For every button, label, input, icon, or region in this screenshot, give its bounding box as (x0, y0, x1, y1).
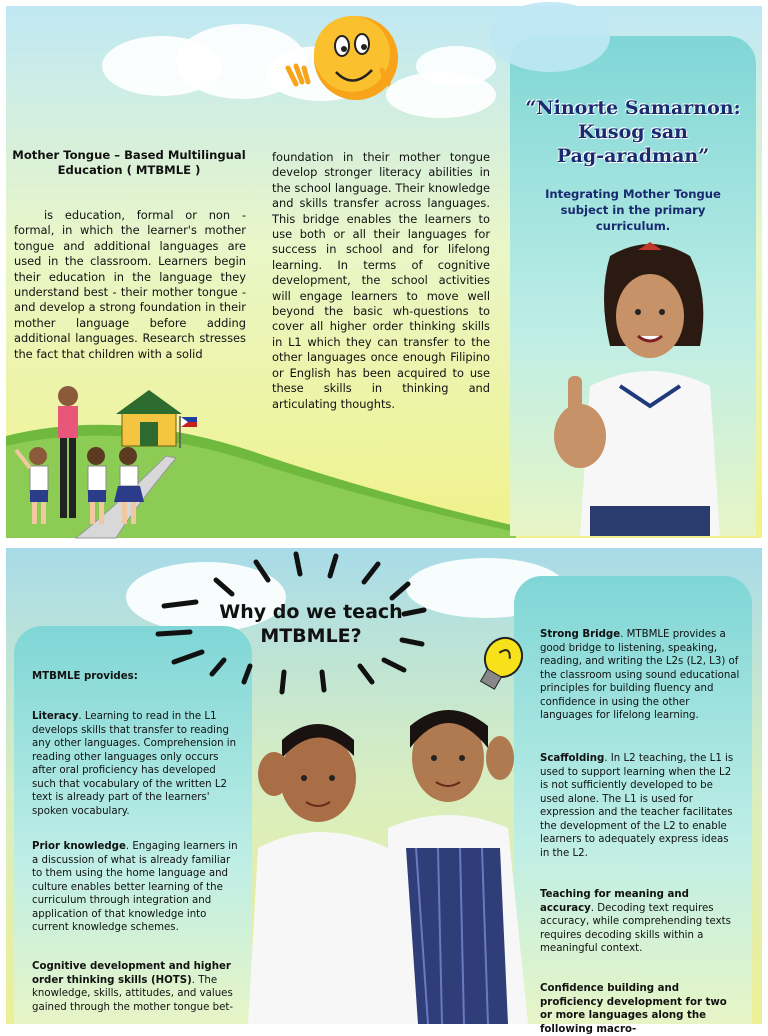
benefit-term: Teaching for meaning and accuracy (540, 889, 689, 914)
mtbmle-heading: Mother Tongue – Based Multilingual Education ( MTBMLE ) (12, 148, 246, 177)
brochure-page-outside (6, 6, 762, 538)
benefit-text: . Engaging learners in a discussion of what is already familiar to them using the home language and culture enables better learning of the curriculum through integration and application of that knowledge into current knowledge schemes. (32, 841, 238, 933)
title-line-3: Pag-aradman” (556, 145, 710, 167)
panel-intro-label: MTBMLE provides: (32, 671, 138, 682)
cloud-decoration (490, 2, 610, 72)
benefit-item-prior-knowledge (32, 840, 240, 935)
flag-icon (178, 416, 200, 448)
benefit-text: . In L2 teaching, the L1 is used to support learning when the L2 is not sufficiently developed to be used alone. The L1 is used for expression and the teacher facilitates the development of the L2 to enable learners to adequately express ideas in the L2. (540, 753, 734, 859)
brochure-page-inside (6, 548, 762, 1035)
benefit-item-scaffolding (540, 752, 740, 860)
lightbulb-icon (466, 632, 530, 702)
benefit-item-confidence (540, 982, 740, 1036)
benefit-term: Cognitive development and higher order thinking skills (HOTS) (32, 961, 231, 986)
smiley-sun-icon (278, 10, 408, 110)
intro-column-middle: foundation in their mother tongue develop stronger literacy abilities in the school language. Their knowledge and skills transfer across languages. This bridge enables the learners to use both or all their languages for success in school and for lifelong learning. In terms of cognitive development, the school activities will engage learners to move well beyond the basic wh-questions to cover all higher order thinking skills in L1 which they can transfer to the other languages once enough Filipino or English has been acquired to use these skills in thinking and articulating thoughts. (272, 150, 490, 411)
benefit-text: . The knowledge, skills, attitudes, and values gained through the mother tongue bet- (32, 974, 234, 1013)
benefit-term: Scaffolding (540, 753, 605, 764)
benefit-term: Prior knowledge (32, 841, 126, 852)
benefit-item-cognitive (32, 960, 240, 1014)
benefit-term: Literacy (32, 711, 79, 722)
benefits-panel-right (514, 576, 752, 1035)
why-heading-line-1: Why do we teach (219, 601, 403, 623)
two-children-photo (238, 698, 538, 1024)
children-illustration (10, 384, 160, 534)
benefit-term: Strong Bridge (540, 629, 621, 640)
benefit-term: Confidence building and proficiency development for two or more languages along the following macro- (540, 983, 727, 1035)
benefit-text: . Learning to read in the L1 develops skills that transfer to reading any other languages. Comprehension in reading other languages only occurs after oral proficiency has developed such that vocabulary of the written L2 text is already part of the learners' spoken vocabulary. (32, 711, 237, 817)
title-panel (510, 36, 756, 536)
brochure-title (510, 96, 756, 168)
title-line-1: “Ninorte Samarnon: (525, 97, 741, 119)
benefit-item-strong-bridge (540, 628, 740, 723)
brochure-subtitle: Integrating Mother Tongue subject in the primary curriculum. (545, 187, 721, 233)
intro-column-left: is education, formal or non - formal, in which the learner's mother tongue and additional languages are used in the classroom. Learners begin their education in the language they understand best - their mother tongue - and develop a strong foundation in their mother language before adding additional languages. Research stresses the fact that children with a solid (14, 208, 246, 361)
cloud-decoration (416, 46, 496, 86)
benefit-item-meaning-accuracy (540, 888, 740, 956)
benefit-item-literacy (32, 710, 240, 818)
benefit-text: . MTBMLE provides a good bridge to listening, speaking, reading, and writing the L2s (L2, L3) of the classroom using sound educational principles for building fluency and confidence in using the other languages for lifelong learning. (540, 629, 740, 721)
title-line-2: Kusog san (577, 121, 688, 143)
benefit-text: . Decoding text requires accuracy, while comprehending texts requires decoding skills within a meaningful context. (540, 902, 731, 954)
girl-thumbs-up-photo (550, 236, 730, 536)
why-heading-line-2: MTBMLE? (260, 625, 362, 647)
why-heading (196, 600, 426, 648)
